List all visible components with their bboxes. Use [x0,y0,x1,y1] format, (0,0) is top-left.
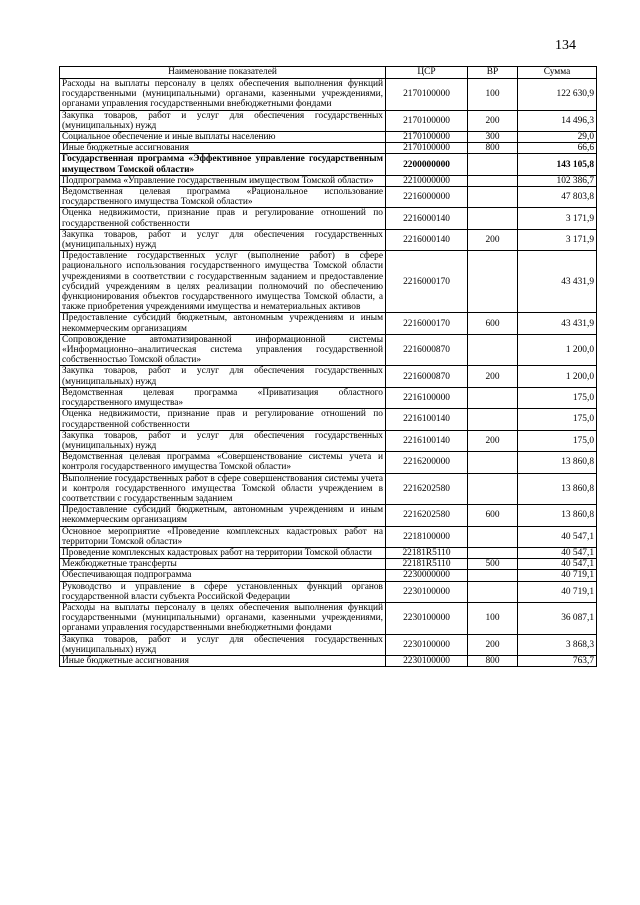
header-name: Наименование показателей [60,67,386,79]
table-row [60,655,597,666]
row-name-cell: Проведение комплексных кадастровых работ на территории Томской области [60,547,386,558]
row-vr-cell: 100 [468,602,518,634]
row-code-cell: 2230100000 [386,655,468,666]
table-row [60,132,597,143]
row-name-cell: Обеспечивающая подпрограмма [60,570,386,581]
row-name-cell: Межбюджетные трансферты [60,559,386,570]
row-code-cell: 2210000000 [386,175,468,186]
table-row [60,229,597,250]
row-name-cell: Иные бюджетные ассигнования [60,655,386,666]
row-sum-cell: 102 386,7 [518,175,597,186]
budget-table [59,66,597,667]
row-code-cell: 2170100000 [386,143,468,154]
row-name-cell: Социальное обеспечение и иные выплаты населению [60,132,386,143]
row-vr-cell [468,570,518,581]
row-sum-cell: 40 547,1 [518,526,597,547]
table-row [60,187,597,208]
table-row [60,175,597,186]
table-row [60,154,597,175]
row-code-cell: 2216100000 [386,387,468,408]
row-vr-cell: 600 [468,313,518,334]
row-vr-cell [468,409,518,430]
row-sum-cell: 175,0 [518,430,597,451]
row-sum-cell: 43 431,9 [518,251,597,313]
row-vr-cell: 500 [468,559,518,570]
table-row [60,547,597,558]
row-name-cell: Закупка товаров, работ и услуг для обеспечения государственных (муниципальных) нужд [60,634,386,655]
table-row [60,79,597,111]
row-sum-cell: 3 868,3 [518,634,597,655]
row-vr-cell [468,175,518,186]
row-vr-cell [468,251,518,313]
row-sum-cell: 29,0 [518,132,597,143]
row-vr-cell [468,387,518,408]
row-name-cell: Оценка недвижимости, признание прав и регулирование отношений по государственной собственности [60,208,386,229]
row-sum-cell: 13 860,8 [518,505,597,526]
table-row [60,409,597,430]
row-vr-cell [468,154,518,175]
row-code-cell: 2216202580 [386,505,468,526]
table-header-row [60,67,597,79]
row-vr-cell: 800 [468,655,518,666]
row-sum-cell: 1 200,0 [518,366,597,387]
row-vr-cell: 200 [468,110,518,131]
row-code-cell: 2216100140 [386,430,468,451]
row-sum-cell: 66,6 [518,143,597,154]
row-sum-cell: 40 719,1 [518,570,597,581]
row-name-cell: Выполнение государственных работ в сфере совершенствования системы учета и контроля государственного имущества Томской области учреждением в соответствии с государственным заданием [60,473,386,505]
row-code-cell: 2218100000 [386,526,468,547]
row-sum-cell: 36 087,1 [518,602,597,634]
row-name-cell: Подпрограмма «Управление государственным имуществом Томской области» [60,175,386,186]
row-vr-cell: 800 [468,143,518,154]
row-name-cell: Ведомственная целевая программа «Приватизация областного государственного имущества» [60,387,386,408]
row-sum-cell: 13 860,8 [518,473,597,505]
row-vr-cell [468,547,518,558]
row-sum-cell: 122 630,9 [518,79,597,111]
page-number: 134 [555,38,576,53]
row-sum-cell: 175,0 [518,409,597,430]
row-vr-cell: 200 [468,229,518,250]
table-row [60,634,597,655]
row-code-cell: 2230100000 [386,634,468,655]
row-code-cell: 2216200000 [386,452,468,473]
row-name-cell: Ведомственная целевая программа «Рациональное использование государственного имущества Томской области» [60,187,386,208]
row-code-cell: 2216000870 [386,334,468,366]
table-row [60,143,597,154]
row-vr-cell: 600 [468,505,518,526]
row-code-cell: 2216000000 [386,187,468,208]
row-vr-cell: 100 [468,79,518,111]
row-vr-cell [468,473,518,505]
table-row [60,387,597,408]
row-code-cell: 2216000170 [386,313,468,334]
row-vr-cell: 200 [468,634,518,655]
table-row [60,366,597,387]
row-sum-cell: 13 860,8 [518,452,597,473]
row-name-cell: Государственная программа «Эффективное управление государственным имуществом Томской области» [60,154,386,175]
row-name-cell: Закупка товаров, работ и услуг для обеспечения государственных (муниципальных) нужд [60,229,386,250]
row-sum-cell: 1 200,0 [518,334,597,366]
row-code-cell: 2170100000 [386,132,468,143]
table-row [60,581,597,602]
row-sum-cell: 43 431,9 [518,313,597,334]
row-name-cell: Ведомственная целевая программа «Совершенствование системы учета и контроля государственного имущества Томской области» [60,452,386,473]
table-row [60,602,597,634]
row-code-cell: 2170100000 [386,110,468,131]
row-name-cell: Предоставление субсидий бюджетным, автономным учреждениям и иным некоммерческим организациям [60,313,386,334]
row-code-cell: 2216000870 [386,366,468,387]
row-code-cell: 2170100000 [386,79,468,111]
row-name-cell: Предоставление государственных услуг (выполнение работ) в сфере рационального использования государственного имущества Томской области учреждениями в соответствии с государственным заданием и предоставление субсидий учреждениям в целях реализации полномочий по обеспечению функционирования объектов государственного имущества Томской области, а также приобретения учреждениями имущества и нематериальных активов [60,251,386,313]
row-vr-cell [468,208,518,229]
table-body [60,79,597,667]
row-vr-cell [468,452,518,473]
row-name-cell: Закупка товаров, работ и услуг для обеспечения государственных (муниципальных) нужд [60,366,386,387]
row-vr-cell [468,526,518,547]
row-sum-cell: 40 547,1 [518,559,597,570]
row-name-cell: Основное мероприятие «Проведение комплексных кадастровых работ на территории Томской области» [60,526,386,547]
table-row [60,208,597,229]
row-name-cell: Предоставление субсидий бюджетным, автономным учреждениям и иным некоммерческим организациям [60,505,386,526]
row-sum-cell: 175,0 [518,387,597,408]
table-row [60,251,597,313]
header-vr: ВР [468,67,518,79]
table-row [60,313,597,334]
row-name-cell: Закупка товаров, работ и услуг для обеспечения государственных (муниципальных) нужд [60,430,386,451]
row-sum-cell: 40 719,1 [518,581,597,602]
header-code: ЦСР [386,67,468,79]
row-name-cell: Расходы на выплаты персоналу в целях обеспечения выполнения функций государственными (муниципальными) органами, казенными учреждениями, органами управления государственными внебюджетными фондами [60,79,386,111]
row-sum-cell: 3 171,9 [518,208,597,229]
table-row [60,452,597,473]
row-vr-cell: 200 [468,430,518,451]
row-name-cell: Сопровождение автоматизированной информационной системы «Информационно–аналитическая система управления государственной собственностью Томской области» [60,334,386,366]
row-vr-cell: 300 [468,132,518,143]
row-code-cell: 2216000170 [386,251,468,313]
row-vr-cell: 200 [468,366,518,387]
row-vr-cell [468,187,518,208]
table-row [60,110,597,131]
row-sum-cell: 3 171,9 [518,229,597,250]
row-name-cell: Оценка недвижимости, признание прав и регулирование отношений по государственной собственности [60,409,386,430]
row-code-cell: 22181R5110 [386,547,468,558]
table-row [60,473,597,505]
row-sum-cell: 143 105,8 [518,154,597,175]
row-code-cell: 2216100140 [386,409,468,430]
row-vr-cell [468,581,518,602]
table-row [60,570,597,581]
table-row [60,334,597,366]
table-row [60,430,597,451]
row-name-cell: Закупка товаров, работ и услуг для обеспечения государственных (муниципальных) нужд [60,110,386,131]
row-code-cell: 22181R5110 [386,559,468,570]
row-code-cell: 2216000140 [386,229,468,250]
row-sum-cell: 40 547,1 [518,547,597,558]
row-sum-cell: 14 496,3 [518,110,597,131]
row-vr-cell [468,334,518,366]
row-sum-cell: 763,7 [518,655,597,666]
row-code-cell: 2230000000 [386,570,468,581]
row-name-cell: Иные бюджетные ассигнования [60,143,386,154]
row-code-cell: 2216000140 [386,208,468,229]
row-name-cell: Руководство и управление в сфере установленных функций органов государственной власти субъекта Российской Федерации [60,581,386,602]
row-sum-cell: 47 803,8 [518,187,597,208]
row-code-cell: 2230100000 [386,581,468,602]
header-sum: Сумма [518,67,597,79]
table-row [60,559,597,570]
row-code-cell: 2216202580 [386,473,468,505]
row-code-cell: 2230100000 [386,602,468,634]
table-row [60,505,597,526]
row-code-cell: 2200000000 [386,154,468,175]
row-name-cell: Расходы на выплаты персоналу в целях обеспечения выполнения функций государственными (муниципальными) органами, казенными учреждениями, органами управления государственными внебюджетными фондами [60,602,386,634]
table-row [60,526,597,547]
